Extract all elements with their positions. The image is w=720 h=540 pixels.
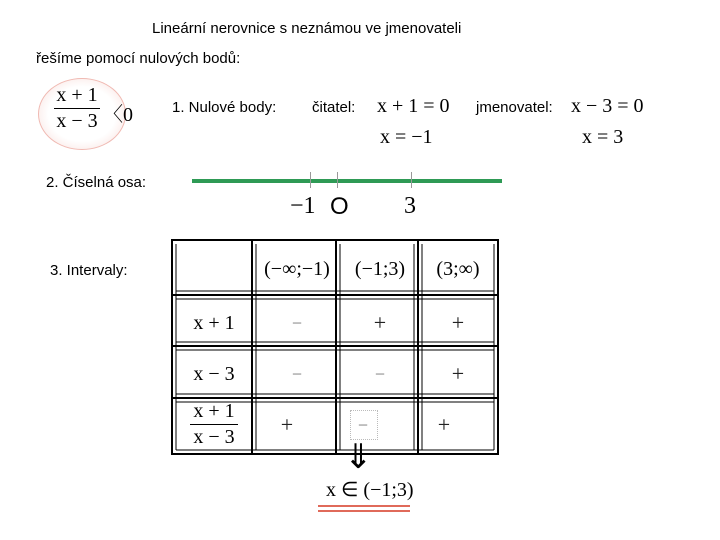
row-fraction-numerator: x + 1 <box>193 400 235 422</box>
interval-header-3: (3;∞) <box>436 257 480 280</box>
step1-label: 1. Nulové body: <box>172 99 277 116</box>
sign-row3-col3: + <box>437 412 451 437</box>
tick-mark-3 <box>411 172 412 188</box>
denominator-label: jmenovatel: <box>476 99 553 116</box>
interval-header-1: (−∞;−1) <box>264 257 330 280</box>
tick-label-origin: O <box>330 193 349 220</box>
numerator-equation: x + 1 = 0 <box>377 95 450 117</box>
row-expression-denominator: x − 3 <box>193 362 235 385</box>
denominator-solution: x = 3 <box>582 126 624 148</box>
sign-row2-col3: + <box>451 361 465 386</box>
denominator-equation: x − 3 = 0 <box>571 95 644 117</box>
inequality-relation: 〈0 <box>103 104 133 126</box>
result-underline-top <box>318 505 410 507</box>
result-answer: x ∈ (−1;3) <box>326 479 414 501</box>
page-title: Lineární nerovnice s neznámou ve jmenovateli <box>152 20 462 37</box>
tick-mark-minus1 <box>310 172 311 188</box>
implies-arrow-icon: ⇓ <box>344 437 373 477</box>
numerator-label: čitatel: <box>312 99 356 116</box>
sign-row3-col1: + <box>280 412 294 437</box>
tick-label-3: 3 <box>404 193 416 219</box>
tick-label-minus1: −1 <box>290 193 316 219</box>
sign-row1-col3: + <box>451 310 465 335</box>
interval-header-2: (−1;3) <box>354 257 406 280</box>
sign-row3-col2: − <box>357 414 369 435</box>
number-line <box>192 179 502 183</box>
step3-label: 3. Intervaly: <box>50 262 128 279</box>
sign-row1-col1: − <box>291 312 303 333</box>
inequality-denominator: x − 3 <box>56 110 98 132</box>
tick-mark-origin <box>337 172 338 188</box>
numerator-solution: x = −1 <box>380 126 433 148</box>
sign-row2-col2: − <box>374 363 386 384</box>
inequality-numerator: x + 1 <box>56 84 98 106</box>
row-expression-numerator: x + 1 <box>193 311 235 334</box>
result-underline-bottom <box>318 510 410 512</box>
subtitle: řešíme pomocí nulových bodů: <box>36 50 241 67</box>
step2-label: 2. Číselná osa: <box>46 174 147 191</box>
row-expression-fraction <box>190 400 238 449</box>
sign-row3-col2-dotted-frame <box>350 410 378 440</box>
inequality-fraction <box>54 84 100 133</box>
sign-row2-col1: − <box>291 363 303 384</box>
sign-row1-col2: + <box>373 310 387 335</box>
row-fraction-denominator: x − 3 <box>193 426 235 448</box>
